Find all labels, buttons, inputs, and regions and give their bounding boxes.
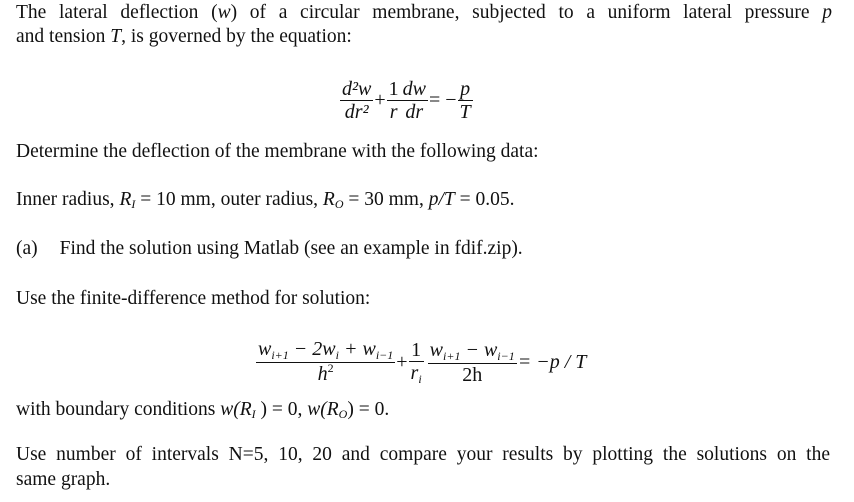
index-subscript: i+1: [271, 348, 289, 362]
var-w: w: [429, 339, 444, 361]
var-w: − 2w: [288, 338, 336, 360]
subscript-I: I: [251, 407, 256, 421]
part-label: (a): [16, 238, 38, 259]
var-w-RO: w(R: [307, 399, 339, 420]
fraction-denominator: [409, 362, 424, 386]
index-subscript: i−1: [375, 348, 394, 362]
var-w: w: [258, 338, 272, 360]
second-difference-term: [256, 338, 395, 387]
boundary-text: ) = 0.: [347, 399, 390, 420]
determine-text: Determine the deflection of the membrane with the following data:: [16, 141, 539, 162]
boundary-text: ) = 0,: [255, 399, 308, 420]
right-hand-side: = −p / T: [517, 351, 587, 373]
fraction-numerator: d²w: [342, 78, 372, 100]
fraction-numerator: 1: [388, 78, 399, 100]
plus-operator: +: [396, 351, 408, 373]
var-w: − w: [460, 339, 498, 361]
fraction-numerator: [428, 339, 517, 364]
var-r: r: [410, 362, 419, 384]
index-subscript: i: [418, 372, 422, 386]
intro-text: , is governed by the equation:: [121, 26, 352, 47]
one-over-ri-term: [409, 339, 424, 386]
plus-operator: +: [374, 89, 386, 111]
fraction-numerator: dw: [402, 78, 426, 100]
subscript-I: I: [131, 197, 136, 211]
index-subscript: i−1: [497, 349, 515, 363]
var-w: + w: [338, 338, 376, 360]
boundary-conditions: [16, 399, 389, 422]
var-R: R: [322, 189, 335, 210]
one-over-r-term: [387, 78, 401, 123]
var-R: R: [119, 189, 132, 210]
fraction-denominator: dr: [405, 101, 424, 123]
data-text: = 0.05.: [454, 189, 515, 210]
var-w-RI: w(R: [220, 399, 252, 420]
subscript-O: O: [338, 407, 348, 421]
equals-operator: = −: [428, 89, 457, 111]
index-subscript: i+1: [443, 349, 461, 363]
method-text: Use the finite-difference method for solution:: [16, 288, 371, 309]
finite-difference-equation: [256, 338, 587, 387]
var-w: w: [217, 2, 231, 23]
intro-text: ) of a circular membrane, subjected to a uniform lateral pressure: [230, 2, 823, 23]
central-difference-term: [428, 339, 517, 386]
var-p: p: [822, 2, 832, 23]
var-h: h: [317, 363, 328, 385]
fraction-denominator: r: [389, 101, 398, 123]
intro-line-2: [16, 26, 352, 48]
second-derivative-term: [340, 78, 373, 123]
fraction-denominator: dr²: [344, 101, 369, 123]
intro-text: The lateral deflection (: [16, 2, 218, 23]
data-text: = 30 mm,: [343, 189, 429, 210]
index-subscript: i: [335, 348, 339, 362]
part-a: [16, 238, 523, 260]
fraction-numerator: [256, 338, 395, 363]
var-p-over-T: p/T: [428, 189, 455, 210]
fraction-numerator: p: [458, 78, 473, 101]
intro-line-1: [16, 2, 832, 24]
part-a-text: Find the solution using Matlab (see an example in fdif.zip).: [59, 238, 523, 259]
first-derivative-term: [401, 78, 428, 123]
final-line-2: same graph.: [16, 469, 111, 490]
exponent: 2: [327, 361, 334, 375]
fraction-denominator: [256, 363, 395, 387]
fraction-denominator: 2h: [462, 364, 483, 386]
intro-text: and tension: [16, 26, 111, 47]
data-text: = 10 mm, outer radius,: [135, 189, 323, 210]
data-text: Inner radius,: [16, 189, 120, 210]
final-line-1: Use number of intervals N=5, 10, 20 and compare your results by plotting the solutions on the: [16, 444, 830, 465]
governing-equation: [340, 78, 473, 123]
data-line: [16, 189, 515, 212]
var-T: T: [110, 26, 122, 47]
boundary-text: with boundary conditions: [16, 399, 221, 420]
fraction-numerator: 1: [409, 339, 424, 362]
p-over-T-term: [458, 78, 473, 123]
subscript-O: O: [334, 197, 344, 211]
fraction-denominator: T: [459, 101, 471, 123]
